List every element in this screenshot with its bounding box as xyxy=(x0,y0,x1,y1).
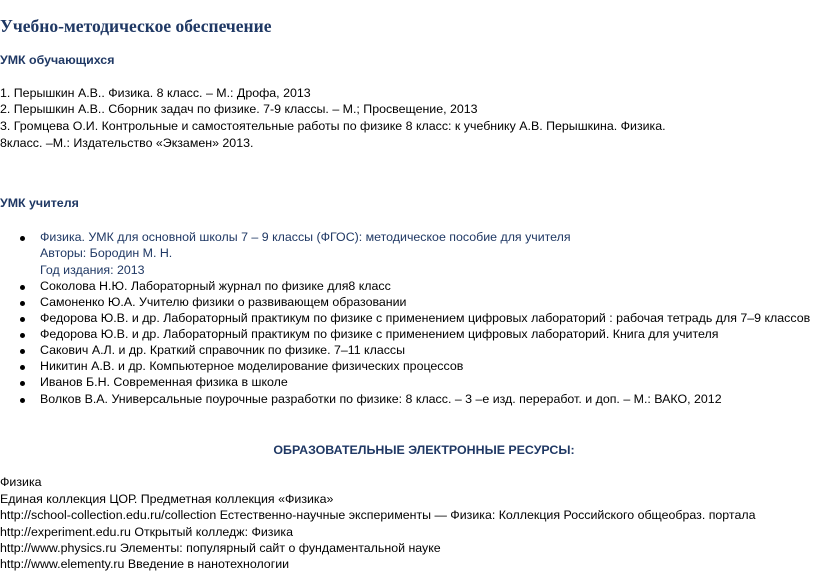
teacher-item-authors: Авторы: Бородин М. Н. xyxy=(40,246,173,260)
resources-section-heading: ОБРАЗОВАТЕЛЬНЫЕ ЭЛЕКТРОННЫЕ РЕСУРСЫ: xyxy=(273,443,575,457)
student-section-heading: УМК обучающихся xyxy=(0,53,115,67)
teacher-item: Самоненко Ю.А. Учителю физики о развивающем образовании xyxy=(40,295,407,309)
bullet-icon xyxy=(20,398,25,403)
student-item-2: 2. Перышкин А.В.. Сборник задач по физике. 7-9 классы. – М.; Просвещение, 2013 xyxy=(0,102,478,116)
resource-link[interactable]: http://school-collection.edu.ru/collection xyxy=(0,508,217,522)
resource-link[interactable]: http://experiment.edu.ru xyxy=(0,525,131,539)
teacher-item: Никитин А.В. и др. Компьютерное моделирование физических процессов xyxy=(40,359,464,373)
bullet-icon xyxy=(20,349,25,354)
resource-link[interactable]: http://www.elementy.ru xyxy=(0,557,125,571)
resource-description: Естественно-научные эксперименты — Физика: Коллекция Российского общеобраз. портала xyxy=(216,508,756,522)
student-item-3-continued: 8класс. –М.: Издательство «Экзамен» 2013. xyxy=(0,136,254,150)
teacher-item-title: Физика. УМК для основной школы 7 – 9 классы (ФГОС): методическое пособие для учителя xyxy=(40,230,571,244)
teacher-item: Сакович А.Л. и др. Краткий справочник по физике. 7–11 классы xyxy=(40,343,406,357)
teacher-section-heading: УМК учителя xyxy=(0,196,79,210)
document-title: Учебно-методическое обеспечение xyxy=(0,16,272,36)
bullet-icon xyxy=(20,365,25,370)
teacher-item-year: Год издания: 2013 xyxy=(40,263,145,277)
resource-line xyxy=(0,524,293,540)
resource-link[interactable]: http://www.physics.ru xyxy=(0,541,117,555)
resource-description: Введение в нанотехнологии xyxy=(124,557,290,571)
bullet-icon xyxy=(20,301,25,306)
teacher-item: Иванов Б.Н. Современная физика в школе xyxy=(40,375,288,389)
bullet-icon xyxy=(20,333,25,338)
teacher-item: Федорова Ю.В. и др. Лабораторный практикум по физике с применением цифровых лабораторий. Книга для учителя xyxy=(40,327,719,341)
bullet-icon xyxy=(20,317,25,322)
resource-line xyxy=(0,540,441,556)
resources-subject: Физика xyxy=(0,475,42,489)
teacher-item: Соколова Н.Ю. Лабораторный журнал по физике для8 класс xyxy=(40,279,391,293)
student-item-3: 3. Громцева О.И. Контрольные и самостоятельные работы по физике 8 класс: к учебнику А.В. Перышкина. Физика. xyxy=(0,119,666,133)
resource-line xyxy=(0,556,289,572)
bullet-icon xyxy=(20,381,25,386)
bullet-icon xyxy=(20,285,25,290)
teacher-item: Волков В.А. Универсальные поурочные разработки по физике: 8 класс. – 3 –е изд. переработ. и доп. – М.: ВАКО, 2012 xyxy=(40,392,722,406)
resource-description: Открытый колледж: Физика xyxy=(130,525,293,539)
resource-description: Элементы: популярный сайт о фундаментальной науке xyxy=(116,541,441,555)
resource-line xyxy=(0,507,755,523)
bullet-icon xyxy=(20,236,25,241)
teacher-item: Федорова Ю.В. и др. Лабораторный практикум по физике с применением цифровых лабораторий : рабочая тетрадь для 7–9 классов xyxy=(40,311,811,325)
resources-collection: Единая коллекция ЦОР. Предметная коллекция «Физика» xyxy=(0,492,334,506)
student-item-1: 1. Перышкин А.В.. Физика. 8 класс. – М.: Дрофа, 2013 xyxy=(0,86,311,100)
